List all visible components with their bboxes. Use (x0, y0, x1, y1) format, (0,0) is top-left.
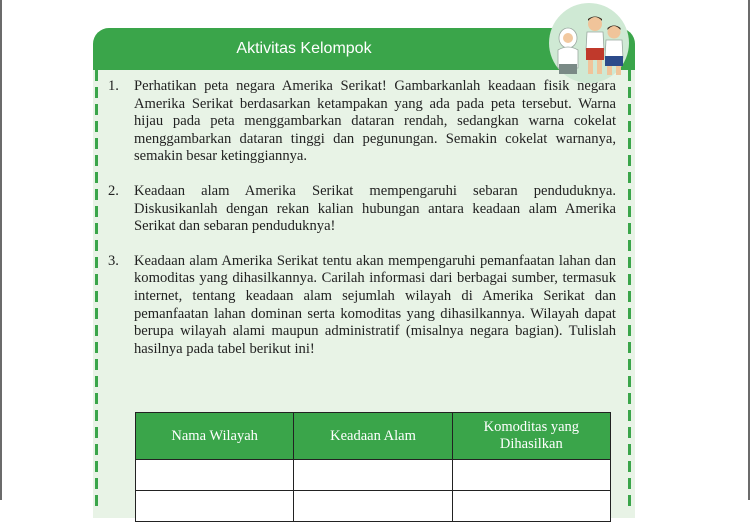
table-cell (136, 491, 294, 522)
table-cell (294, 460, 452, 491)
table-row (136, 491, 611, 522)
result-table (135, 412, 611, 522)
activity-item (108, 183, 616, 236)
activity-list (108, 78, 616, 358)
item-number: 2. (108, 182, 119, 199)
item-text: Keadaan alam Amerika Serikat mempengaruhi sebaran penduduknya. Diskusikanlah dengan rekan kalian hubungan antara keadaan alam Amerika Serikat dan sebaran penduduknya! (134, 182, 616, 235)
column-header-natural-condition: Keadaan Alam (294, 413, 452, 460)
table-row (136, 460, 611, 491)
card-dashed-border-left (95, 70, 98, 510)
table-cell (452, 460, 610, 491)
column-header-region-name: Nama Wilayah (136, 413, 294, 460)
table-cell (452, 491, 610, 522)
activity-item (108, 78, 616, 166)
table-header-row (136, 413, 611, 460)
item-number: 3. (108, 252, 119, 269)
activity-item (108, 253, 616, 359)
table-cell (136, 460, 294, 491)
table-cell (294, 491, 452, 522)
activity-title: Aktivitas Kelompok (236, 40, 372, 57)
students-group-illustration (548, 2, 630, 84)
item-text: Keadaan alam Amerika Serikat tentu akan mempengaruhi pemanfaatan lahan dan komoditas yang dihasilkannya. Carilah informasi dari berbagai sumber, termasuk internet, tentang keadaan alam sejumlah wilayah di Amerika Serikat dan pemanfaatan lahan dominan serta komoditas yang dihasilkannya. Wilayah dapat berupa wilayah alami maupun administratif (misalnya negara bagian). Tulislah hasilnya pada tabel berikut ini! (134, 252, 616, 357)
item-number: 1. (108, 78, 119, 94)
card-dashed-border-right (628, 70, 631, 510)
page-edge-left (0, 0, 2, 500)
column-header-commodities: Komoditas yang Dihasilkan (452, 413, 610, 460)
item-text: Perhatikan peta negara Amerika Serikat! Gambarkanlah keadaan fisik negara Amerika Serikat berdasarkan ketampakan yang ada pada peta tersebut. Warna hijau pada peta menggambarkan dataran rendah, sedangkan warna cokelat menggambarkan dataran tinggi dan pegunungan. Semakin cokelat warnanya, semakin besar ketinggiannya. (134, 78, 616, 165)
